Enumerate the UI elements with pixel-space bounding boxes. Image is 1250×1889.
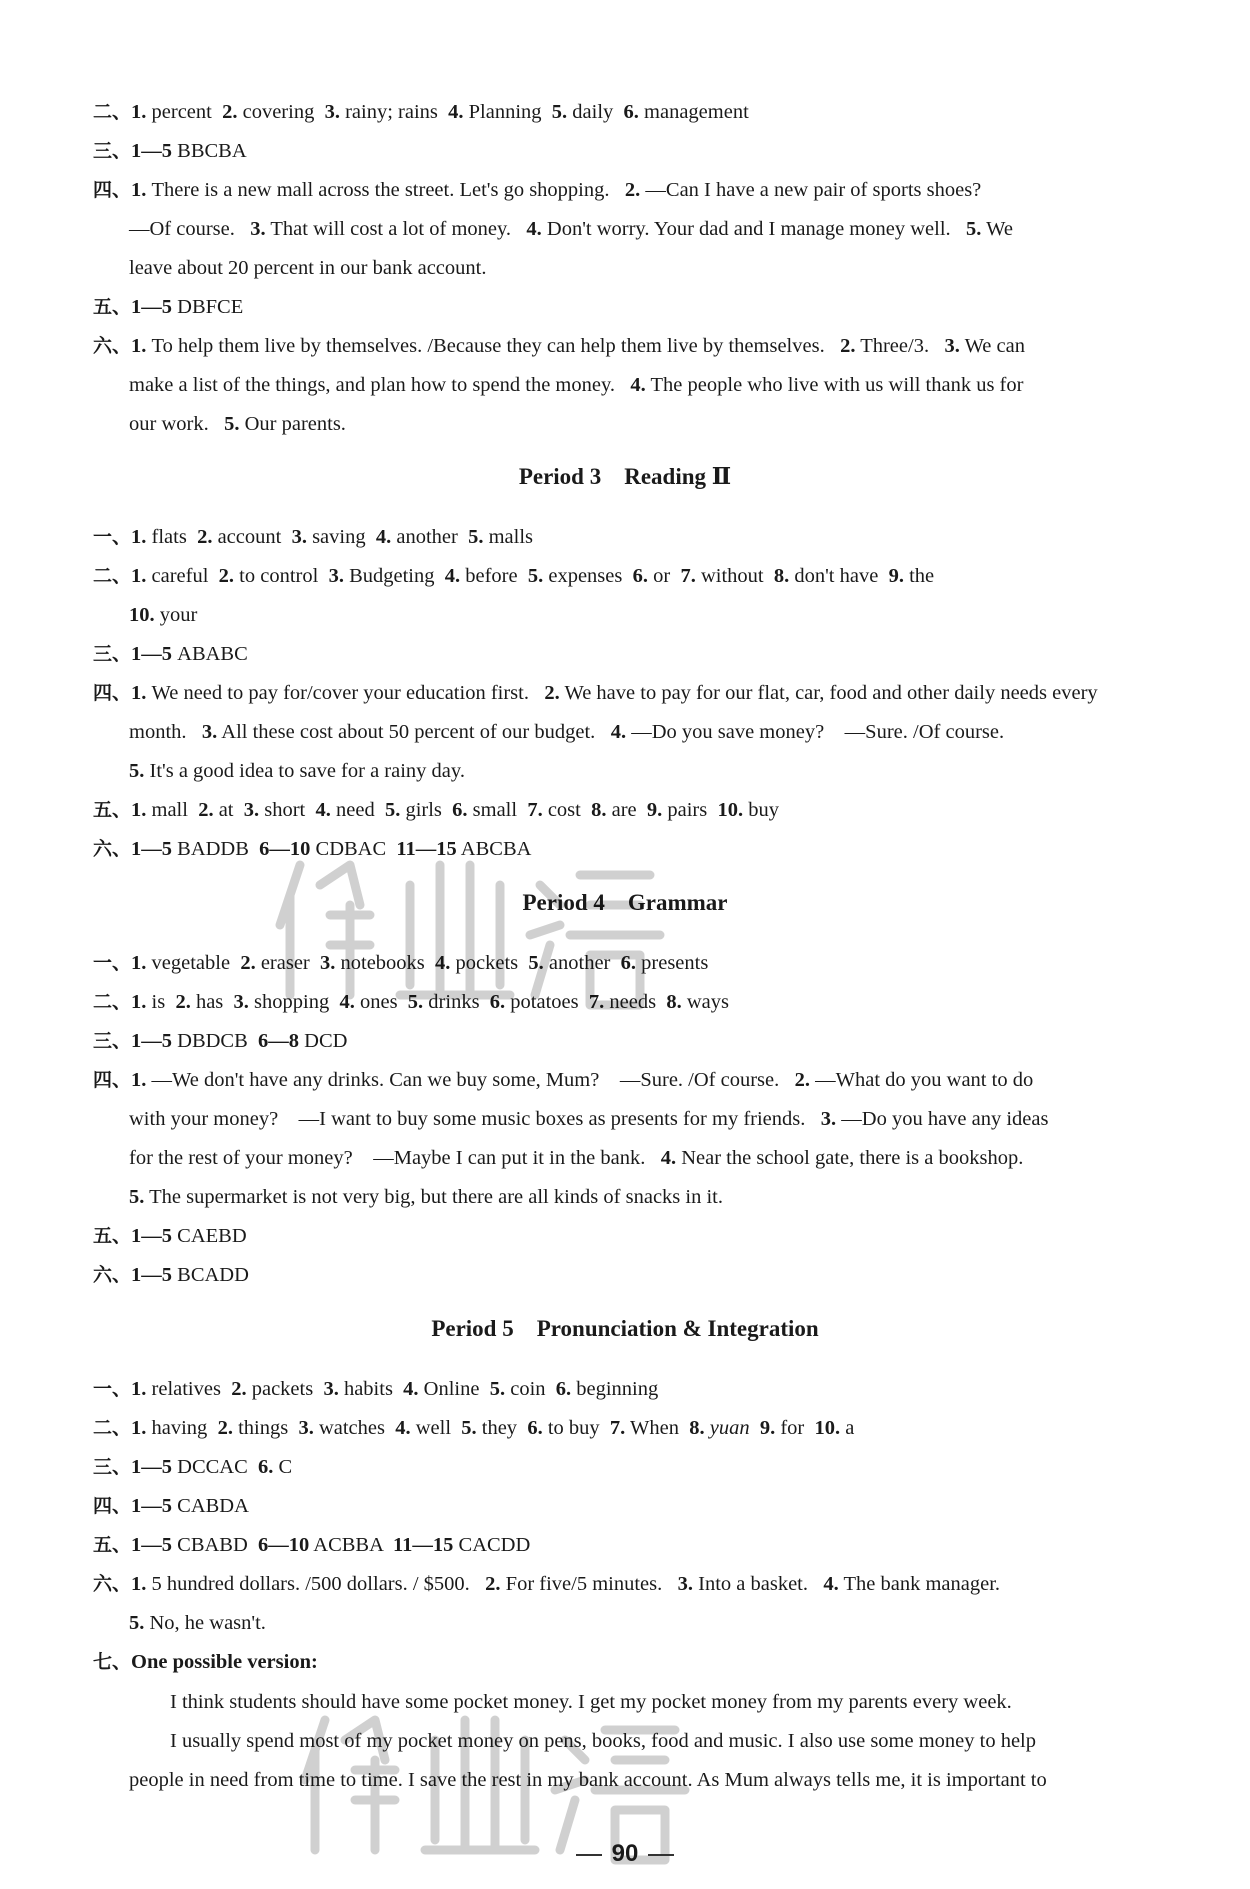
section-label: 一、 [93, 952, 132, 974]
section-label: 二、 [93, 101, 132, 123]
item-number: 3. [201, 721, 218, 743]
item-number: 10. [717, 799, 744, 821]
item-number: 4. [660, 1147, 677, 1169]
answer-text: We [981, 218, 1013, 240]
item-number: 8. [773, 565, 790, 587]
answer-text: —Can I have a new pair of sports shoes? [640, 179, 982, 201]
section-label: 二、 [93, 565, 132, 587]
section-label: 五、 [93, 799, 132, 821]
item-number: 2. [840, 335, 856, 357]
answer-text: watches [313, 1417, 396, 1439]
answer-text: For five/5 minutes. [500, 1573, 678, 1595]
answer-line [129, 720, 1209, 744]
item-number: 11—15 [393, 1534, 454, 1556]
section-label: 五、 [93, 1534, 132, 1556]
item-number: 1—5 [131, 643, 173, 665]
answer-text: saving [306, 526, 376, 548]
item-number: 1—5 [131, 296, 173, 318]
item-number: 1—5 [131, 1264, 173, 1286]
answer-text: account [212, 526, 292, 548]
item-number: 6. [527, 1417, 543, 1439]
item-number: 1. [131, 1573, 147, 1595]
item-number: 1. [131, 682, 147, 704]
item-number: 5. [129, 760, 145, 782]
section-label: 六、 [93, 1573, 132, 1595]
item-number: 6—10 [258, 1534, 310, 1556]
item-number: 1—5 [131, 1225, 173, 1247]
answer-text: ones [354, 991, 408, 1013]
item-number: 2. [197, 526, 213, 548]
item-number: 4. [375, 526, 392, 548]
answer-text: CDBAC [310, 838, 397, 860]
item-number: 1. [131, 799, 147, 821]
answer-line [93, 100, 1173, 124]
item-number: 4. [630, 374, 646, 396]
answer-text: DCCAC [172, 1456, 259, 1478]
answer-text: another [543, 952, 621, 974]
answer-text: well [410, 1417, 462, 1439]
answer-text: ACBBA [309, 1534, 394, 1556]
item-number: 1. [131, 952, 147, 974]
answer-text: careful [146, 565, 219, 587]
answer-text: your [154, 604, 198, 626]
answer-text: ABCBA [456, 838, 532, 860]
answer-text: —Do you have any ideas [836, 1108, 1049, 1130]
item-number: 3. [944, 335, 960, 357]
answer-text: flats [146, 526, 198, 548]
answer-text: —We don't have any drinks. Can we buy some, Mum? —Sure. /Of course. [146, 1069, 795, 1091]
answer-text: things [232, 1417, 299, 1439]
answer-line [93, 334, 1173, 358]
answer-text: or [647, 565, 681, 587]
answer-text: C [273, 1456, 293, 1478]
answer-text: need [330, 799, 385, 821]
section-label: 三、 [93, 1030, 132, 1052]
answer-line [93, 1650, 1173, 1674]
answer-text: When [625, 1417, 690, 1439]
answer-text: has [190, 991, 234, 1013]
answer-line [129, 256, 1209, 280]
item-number: 5. [551, 101, 568, 123]
answer-line [93, 1494, 1173, 1518]
item-number: 1. [131, 526, 147, 548]
item-number: 1. [131, 565, 147, 587]
answer-line [93, 798, 1173, 822]
period-heading: Period 3 Reading Ⅱ [518, 464, 732, 489]
answer-text: ways [681, 991, 729, 1013]
item-number: 1. [131, 1378, 147, 1400]
item-number: 5. [384, 799, 401, 821]
section-label: 三、 [93, 1456, 132, 1478]
page-number-dash-left [576, 1854, 602, 1856]
answer-text: CAEBD [172, 1225, 247, 1247]
answer-text: pairs [662, 799, 718, 821]
answer-text: —Of course. [129, 218, 251, 240]
answer-text: beginning [571, 1378, 659, 1400]
section-label: 四、 [93, 682, 132, 704]
answer-line [129, 373, 1209, 397]
item-number: 4. [823, 1573, 839, 1595]
answer-text: relatives [146, 1378, 232, 1400]
section-label: 四、 [93, 1495, 132, 1517]
section-label: 六、 [93, 838, 132, 860]
answer-text: 5 hundred dollars. /500 dollars. / $500. [146, 1573, 486, 1595]
answer-text: leave about 20 percent in our bank account. [129, 257, 487, 279]
answer-line [93, 178, 1173, 202]
item-number: 3. [820, 1108, 837, 1130]
item-number: 3. [323, 1378, 339, 1400]
item-number: 5. [528, 952, 544, 974]
section-label: 五、 [93, 1225, 132, 1247]
answer-text: for the rest of your money? —Maybe I can put it in the bank. [129, 1147, 661, 1169]
item-number: One possible version: [131, 1651, 318, 1673]
item-number: 1—5 [131, 1495, 173, 1517]
answer-text: We have to pay for our flat, car, food and other daily needs every [559, 682, 1098, 704]
answer-text: shopping [248, 991, 340, 1013]
answer-text: percent [146, 101, 223, 123]
item-number: 3. [291, 526, 307, 548]
section-label: 二、 [93, 1417, 132, 1439]
answer-text: The bank manager. [838, 1573, 1001, 1595]
answer-text: The supermarket is not very big, but there are all kinds of snacks in it. [144, 1186, 723, 1208]
item-number: 4. [610, 721, 627, 743]
item-number: 6. [489, 991, 506, 1013]
answer-text: All these cost about 50 percent of our budget. [217, 721, 611, 743]
item-number: 2. [624, 179, 641, 201]
answer-text: expenses [543, 565, 633, 587]
answer-text: DCD [299, 1030, 348, 1052]
answer-text: There is a new mall across the street. Let's go shopping. [146, 179, 625, 201]
section-label: 六、 [93, 335, 132, 357]
answer-text: don't have [789, 565, 889, 587]
item-number: 2. [485, 1573, 501, 1595]
item-number: 4. [315, 799, 331, 821]
item-number: 6. [452, 799, 468, 821]
answer-text: at [213, 799, 244, 821]
section-label: 七、 [93, 1651, 132, 1673]
answer-text: without [695, 565, 774, 587]
item-number: 7. [588, 991, 605, 1013]
page-number-value: 90 [611, 1840, 639, 1867]
section-label: 五、 [93, 296, 132, 318]
answer-text: is [146, 991, 176, 1013]
answer-text: BCADD [172, 1264, 249, 1286]
answer-text: We need to pay for/cover your education first. [146, 682, 545, 704]
answer-text: Into a basket. [693, 1573, 824, 1595]
answer-text: girls [400, 799, 453, 821]
answer-text: CACDD [453, 1534, 531, 1556]
item-number: 3. [298, 1417, 314, 1439]
answer-line [93, 681, 1173, 705]
answer-text: yuan [704, 1417, 760, 1439]
answer-text: coin [505, 1378, 556, 1400]
answer-text: notebooks [335, 952, 436, 974]
answer-line [93, 564, 1173, 588]
item-number: 2. [222, 101, 238, 123]
item-number: 4. [435, 952, 451, 974]
answer-text: No, he wasn't. [144, 1612, 266, 1634]
period-heading: Period 5 Pronunciation & Integration [431, 1316, 819, 1341]
answer-text: —What do you want to do [810, 1069, 1034, 1091]
answer-line [93, 525, 1173, 549]
answer-line [93, 1572, 1173, 1596]
item-number: 4. [526, 218, 542, 240]
answer-line [93, 295, 1173, 319]
answer-text: The people who live with us will thank us for [645, 374, 1024, 396]
answer-text: drinks [423, 991, 490, 1013]
period-heading: Period 4 Grammar [522, 890, 728, 915]
section-label: 一、 [93, 526, 132, 548]
item-number: 1. [131, 179, 147, 201]
answer-text: Budgeting [343, 565, 445, 587]
answer-text: small [467, 799, 528, 821]
item-number: 4. [395, 1417, 411, 1439]
answer-text: presents [636, 952, 709, 974]
item-number: 4. [339, 991, 355, 1013]
answer-text: Near the school gate, there is a bookshop. [676, 1147, 1024, 1169]
answer-text: It's a good idea to save for a rainy day. [144, 760, 465, 782]
answer-line [129, 1611, 1209, 1635]
answer-text: a [840, 1417, 855, 1439]
item-number: 1. [131, 335, 147, 357]
item-number: 1—5 [131, 1030, 173, 1052]
item-number: 1. [131, 1069, 147, 1091]
answer-text: ABABC [172, 643, 248, 665]
answer-text: to buy [542, 1417, 610, 1439]
item-number: 7. [527, 799, 543, 821]
page-number [0, 1840, 1250, 1868]
answer-line [93, 1455, 1173, 1479]
section-label: 一、 [93, 1378, 132, 1400]
answer-text: Three/3. [855, 335, 945, 357]
answer-line [93, 642, 1173, 666]
essay-line: I usually spend most of my pocket money on pens, books, food and music. I also use some money to help [170, 1730, 1037, 1752]
item-number: 1. [131, 101, 147, 123]
answer-text: another [391, 526, 469, 548]
item-number: 4. [444, 565, 461, 587]
essay-line: I think students should have some pocket money. I get my pocket money from my parents every week. [170, 1691, 1012, 1713]
answer-text: BADDB [172, 838, 260, 860]
answer-text: daily [567, 101, 624, 123]
answer-line [129, 603, 1209, 627]
item-number: 1—5 [131, 1534, 173, 1556]
answer-line [93, 1377, 1173, 1401]
item-number: 5. [468, 526, 484, 548]
answer-text: eraser [255, 952, 320, 974]
section-label: 三、 [93, 643, 132, 665]
answer-text: That will cost a lot of money. [265, 218, 527, 240]
answer-line [93, 1533, 1173, 1557]
answer-line [93, 1263, 1173, 1287]
answer-text: cost [542, 799, 592, 821]
item-number: 7. [609, 1417, 626, 1439]
item-number: 10. [814, 1417, 841, 1439]
section-label: 二、 [93, 991, 132, 1013]
item-number: 6. [258, 1456, 274, 1478]
answer-text: pockets [450, 952, 529, 974]
item-number: 6—8 [258, 1030, 300, 1052]
item-number: 3. [243, 799, 260, 821]
item-number: 4. [448, 101, 464, 123]
answer-text: potatoes [505, 991, 589, 1013]
answer-text: mall [146, 799, 199, 821]
answer-line [129, 1107, 1209, 1131]
item-number: 2. [218, 565, 235, 587]
answer-text: Planning [463, 101, 552, 123]
watermark-top [260, 845, 700, 1015]
answer-text: are [606, 799, 647, 821]
item-number: 6. [623, 101, 639, 123]
answer-line [129, 1146, 1209, 1170]
answer-text: CABDA [172, 1495, 249, 1517]
item-number: 8. [591, 799, 607, 821]
item-number: 1. [131, 991, 147, 1013]
item-number: 10. [129, 604, 155, 626]
answer-text: habits [338, 1378, 404, 1400]
item-number: 9. [759, 1417, 776, 1439]
answer-line [93, 1224, 1173, 1248]
item-number: 3. [324, 101, 340, 123]
answer-text: for [775, 1417, 815, 1439]
item-number: 5. [129, 1612, 145, 1634]
answer-text: our work. [129, 413, 225, 435]
item-number: 3. [328, 565, 344, 587]
answer-text: having [146, 1417, 218, 1439]
item-number: 6. [620, 952, 637, 974]
answer-text: BBCBA [172, 140, 247, 162]
item-number: 1—5 [131, 838, 173, 860]
item-number: 2. [231, 1378, 247, 1400]
item-number: 3. [233, 991, 249, 1013]
answer-text: To help them live by themselves. /Because they can help them live by themselves. [146, 335, 841, 357]
answer-line [129, 1185, 1209, 1209]
answer-text: the [903, 565, 935, 587]
answer-text: —Do you save money? —Sure. /Of course. [626, 721, 1005, 743]
answer-text: they [476, 1417, 528, 1439]
item-number: 6. [555, 1378, 572, 1400]
answer-text: buy [743, 799, 779, 821]
answer-text: before [460, 565, 528, 587]
item-number: 5. [461, 1417, 477, 1439]
item-number: 3. [677, 1573, 694, 1595]
item-number: 9. [888, 565, 904, 587]
item-number: 5. [489, 1378, 506, 1400]
item-number: 1. [131, 1417, 147, 1439]
item-number: 2. [794, 1069, 811, 1091]
item-number: 2. [240, 952, 256, 974]
section-label: 四、 [93, 1069, 132, 1091]
item-number: 2. [544, 682, 560, 704]
answer-line [93, 1416, 1173, 1440]
answer-text: Don't worry. Your dad and I manage money well. [541, 218, 967, 240]
answer-text: DBFCE [172, 296, 244, 318]
item-number: 5. [966, 218, 982, 240]
answer-text: needs [604, 991, 667, 1013]
answer-line [129, 759, 1209, 783]
item-number: 5. [527, 565, 544, 587]
item-number: 2. [198, 799, 214, 821]
item-number: 5. [129, 1186, 145, 1208]
answer-text: DBDCB [172, 1030, 259, 1052]
section-label: 四、 [93, 179, 132, 201]
answer-text: packets [246, 1378, 324, 1400]
answer-line [93, 1029, 1173, 1053]
item-number: 1—5 [131, 140, 173, 162]
item-number: 1—5 [131, 1456, 173, 1478]
answer-text: with your money? —I want to buy some music boxes as presents for my friends. [129, 1108, 821, 1130]
section-label: 三、 [93, 140, 132, 162]
item-number: 6. [632, 565, 648, 587]
item-number: 9. [646, 799, 663, 821]
answer-text: short [259, 799, 316, 821]
item-number: 3. [250, 218, 266, 240]
item-number: 5. [224, 413, 240, 435]
answer-text: to control [234, 565, 329, 587]
item-number: 2. [217, 1417, 233, 1439]
answer-text: month. [129, 721, 202, 743]
answer-text: covering [237, 101, 325, 123]
answer-line [93, 139, 1173, 163]
item-number: 8. [689, 1417, 705, 1439]
item-number: 6—10 [259, 838, 311, 860]
answer-text: make a list of the things, and plan how to spend the money. [129, 374, 631, 396]
item-number: 4. [403, 1378, 419, 1400]
essay-line: people in need from time to time. I save the rest in my bank account. As Mum always tells me, it is important to [129, 1769, 1047, 1791]
item-number: 3. [320, 952, 336, 974]
answer-text: vegetable [146, 952, 241, 974]
answer-text: rainy; rains [339, 101, 449, 123]
answer-line [129, 217, 1209, 241]
answer-line [93, 1068, 1173, 1092]
answer-line [129, 412, 1209, 436]
answer-text: Online [418, 1378, 490, 1400]
answer-text: Our parents. [239, 413, 346, 435]
item-number: 11—15 [396, 838, 457, 860]
section-label: 六、 [93, 1264, 132, 1286]
item-number: 7. [680, 565, 696, 587]
item-number: 8. [666, 991, 682, 1013]
answer-text: malls [483, 526, 533, 548]
answer-text: CBABD [172, 1534, 259, 1556]
answer-text: management [638, 101, 749, 123]
item-number: 2. [175, 991, 191, 1013]
page-number-dash-right [648, 1854, 674, 1856]
answer-text: We can [959, 335, 1025, 357]
item-number: 5. [407, 991, 424, 1013]
